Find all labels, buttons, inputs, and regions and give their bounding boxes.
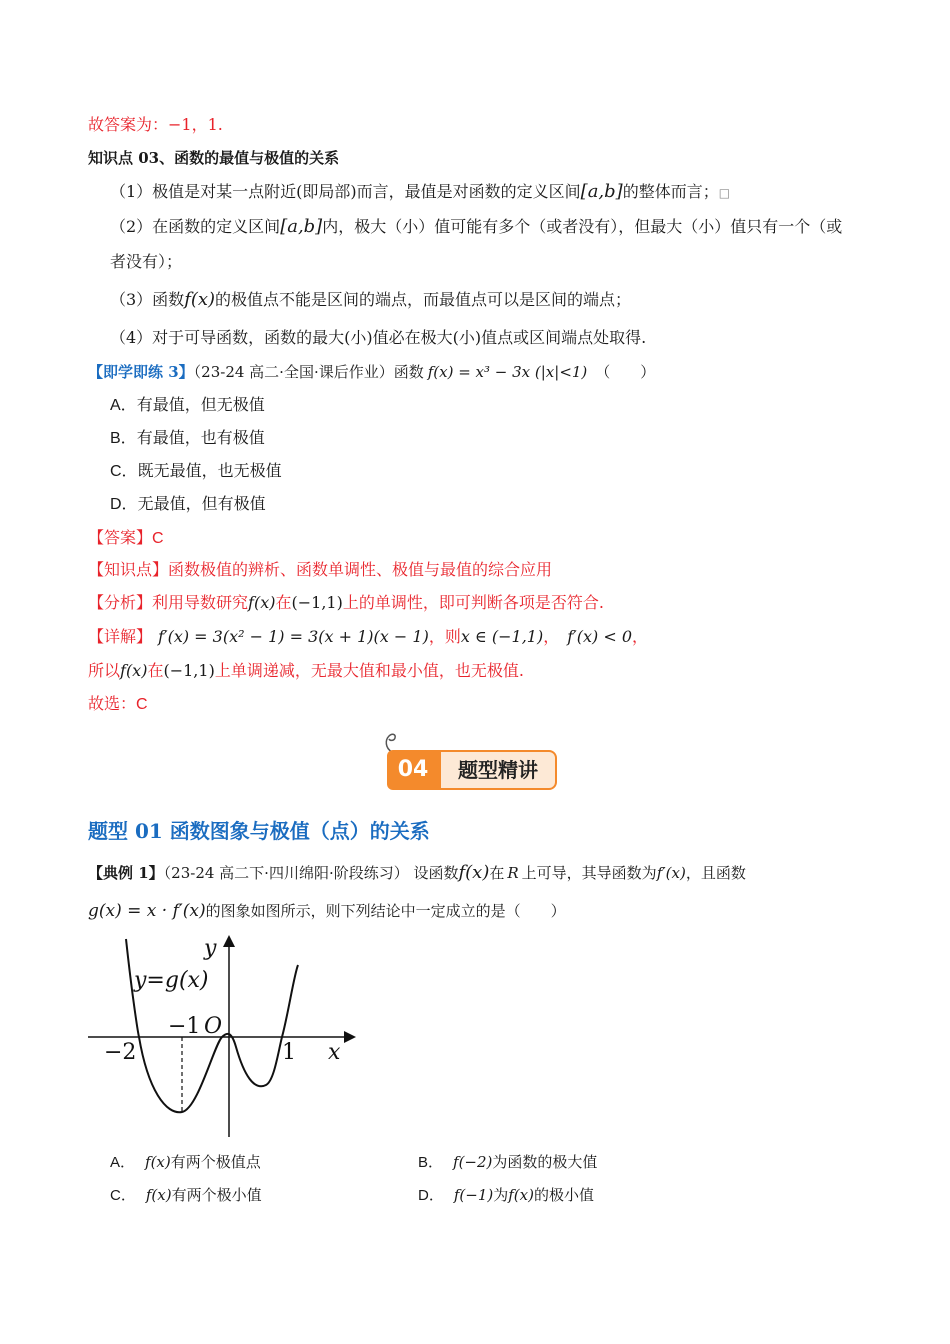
exercise-3-analysis: 【分析】利用导数研究f(x)在(−1,1)上的单调性，即可判断各项是否符合. <box>88 593 604 612</box>
y-axis-label: y <box>204 936 217 961</box>
exercise-3-knowledge: 【知识点】函数极值的辨析、函数单调性、极值与最值的综合应用 <box>88 560 553 579</box>
section-label: 题型精讲 <box>439 750 557 790</box>
example-1-option-b: B． f(−2)为函数的极大值 <box>418 1153 598 1171</box>
kp3-point-4: （4）对于可导函数，函数的最大(小)值必在极大(小)值点或区间端点处取得. <box>110 328 647 347</box>
kp3-point-2-cont: 者没有）； <box>110 252 183 271</box>
exercise-3-option-a: A．有最值，但无极值 <box>110 397 265 414</box>
origin-label: O <box>204 1014 223 1039</box>
y-axis-arrow-icon <box>223 935 235 947</box>
tick-label-1: 1 <box>282 1040 296 1065</box>
function-graph <box>86 935 356 1140</box>
example-1-option-d: D． f(−1)为f(x)的极小值 <box>418 1186 594 1204</box>
exercise-3-option-b: B．有最值，也有极值 <box>110 430 265 447</box>
exercise-3-option-d: D．无最值，但有极值 <box>110 496 266 513</box>
kp3-point-2: （2）在函数的定义区间[a,b]内，极大（小）值可能有多个（或者没有），但最大（小）值只有一个（或 <box>110 216 843 237</box>
exercise-3-answer: 【答案】C <box>88 528 164 547</box>
exercise-3-detail: 【详解】 f′(x) = 3(x² − 1) = 3(x + 1)(x − 1)，则x ∈ (−1,1)， f′(x) < 0， <box>88 627 649 646</box>
function-label: y=g(x) <box>134 968 209 993</box>
exercise-3-stem: 【即学即练 3】（23-24 高二·全国·课后作业）函数 f(x) = x³ − 3x (|x|<1) （ ） <box>88 363 656 381</box>
kp3-point-1: （1）极值是对某一点附近(即局部)而言，最值是对函数的定义区间[a,b]的整体而言；□ <box>110 181 731 202</box>
example-1-stem: 【典例 1】（23-24 高二下·四川绵阳·阶段练习） 设函数f(x)在 R 上可导，其导函数为f′(x)，且函数 <box>88 862 746 883</box>
exercise-3-conclusion: 所以f(x)在(−1,1)上单调递减，无最大值和最小值，也无极值. <box>88 661 524 680</box>
tick-label-neg2: −2 <box>104 1040 137 1065</box>
x-axis-arrow-icon <box>344 1031 356 1043</box>
section-number: 04 <box>387 750 439 790</box>
exercise-3-option-c: C．既无最值，也无极值 <box>110 463 282 480</box>
tick-label-neg1: −1 <box>168 1014 201 1039</box>
exercise-3-choice: 故选：C <box>88 694 148 713</box>
example-1-option-c: C． f(x)有两个极小值 <box>110 1186 262 1204</box>
x-axis-label: x <box>328 1040 341 1065</box>
kp3-point-3: （3）函数f(x)的极值点不能是区间的端点，而最值点可以是区间的端点； <box>110 289 632 310</box>
kp3-title: 知识点 03、函数的最值与极值的关系 <box>88 149 340 167</box>
type-01-title: 题型 01 函数图象与极值（点）的关系 <box>88 819 430 843</box>
example-1-option-a: A． f(x)有两个极值点 <box>110 1153 261 1171</box>
previous-answer: 故答案为：−1，1. <box>88 115 223 134</box>
section-badge <box>387 746 567 794</box>
example-1-stem-cont: g(x) = x · f′(x)的图象如图所示，则下列结论中一定成立的是（ ） <box>88 901 566 921</box>
